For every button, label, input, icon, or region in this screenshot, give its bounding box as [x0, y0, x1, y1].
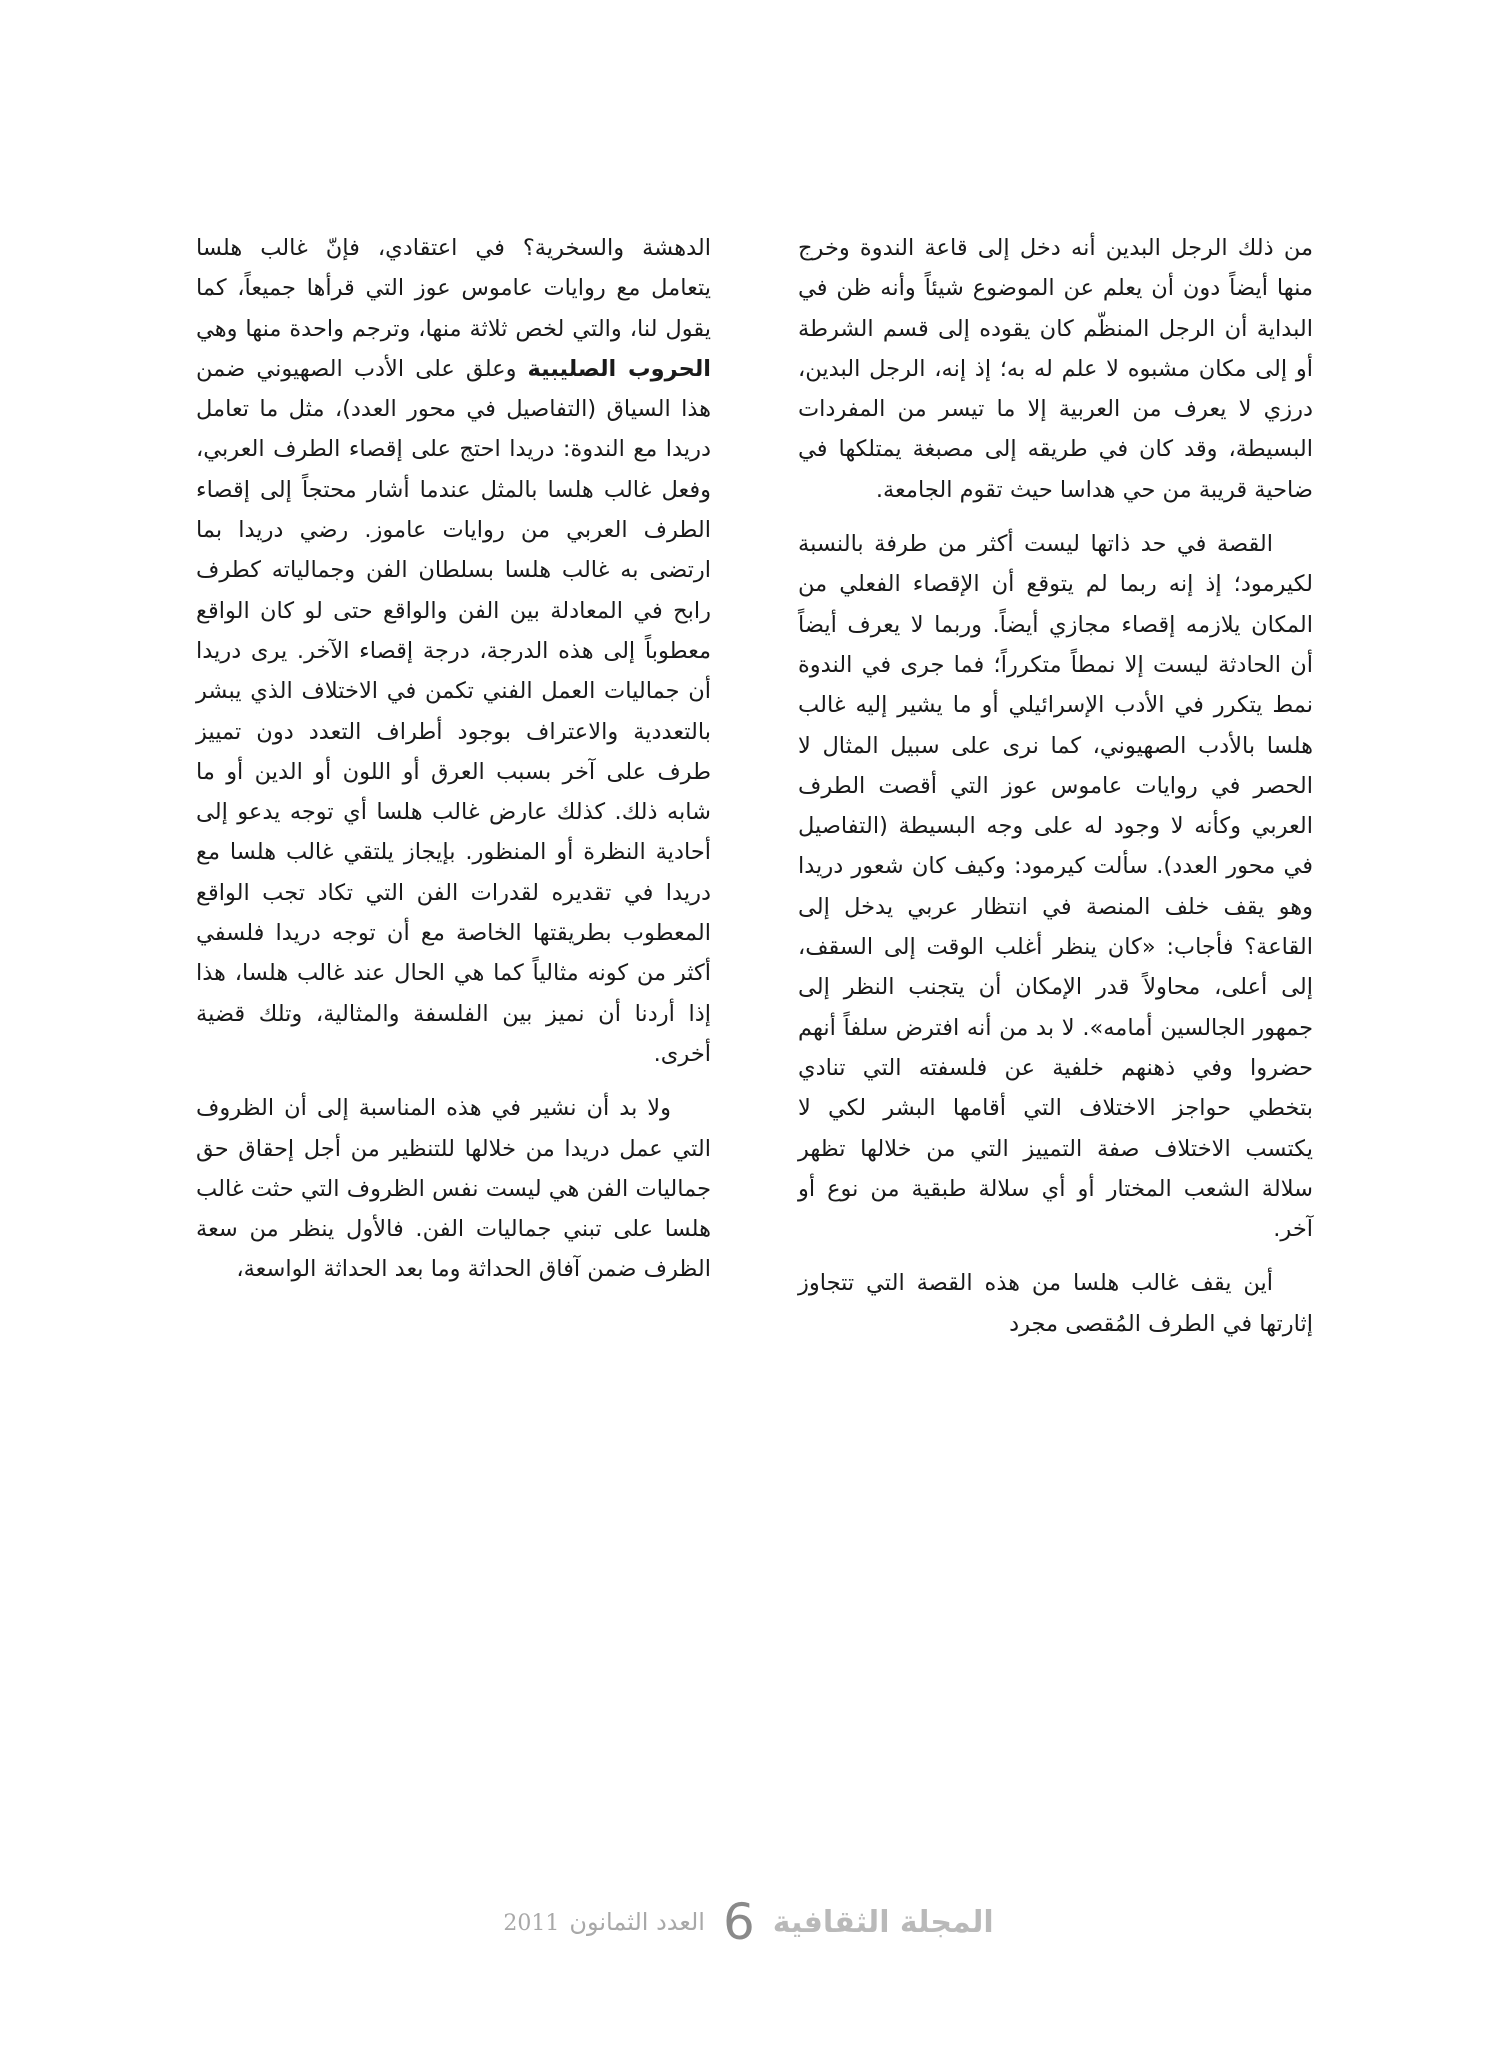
magazine-name: المجلة الثقافية [772, 1904, 994, 1940]
text-segment: الدهشة والسخرية؟ في اعتقادي، فإنّ غالب هلسا يتعامل مع روايات عاموس عوز التي قرأها جميعاً، كما يقول لنا، والتي لخص ثلاثة منها، وترجم واحدة منها وهي [196, 235, 711, 342]
issue-label: العدد الثمانون [569, 1908, 705, 1936]
paragraph: ولا بد أن نشير في هذه المناسبة إلى أن الظروف التي عمل دريدا من خلالها للتنظير من أجل إحقاق حق جماليات الفن هي ليست نفس الظروف التي حثت غالب هلسا على تبني جماليات الفن. فالأول ينظر من سعة الظرف ضمن آفاق الحداثة وما بعد الحداثة الواسعة، [196, 1095, 711, 1283]
text-segment: وعلق على الأدب الصهيوني ضمن هذا السياق (التفاصيل في محور العدد)، مثل ما تعامل دريدا مع الندوة: دريدا احتج على إقصاء الطرف العربي، وفعل غالب هلسا بالمثل عندما أشار محتجاً إلى إقصاء الطرف العربي من روايات عاموز. رضي دريدا بما ارتضى به غالب هلسا بسلطان الفن وجمالياته كطرف رابح في المعادلة بين الفن والواقع حتى لو كان الواقع معطوباً إلى هذه الدرجة، درجة إقصاء الآخر. يرى دريدا أن جماليات العمل الفني تكمن في الاختلاف الذي يبشر بالتعددية والاعتراف بوجود أطراف التعدد دون تمييز طرف على آخر بسبب العرق أو اللون أو الدين أو ما شابه ذلك. كذلك عارض غالب هلسا أي توجه يدعو إلى أحادية النظرة أو المنظور. بإيجاز يلتقي غالب هلسا مع دريدا في تقديره لقدرات الفن التي تكاد تجب الواقع المعطوب بطريقتها الخاصة مع أن توجه دريدا فلسفي أكثر من كونه مثالياً كما هي الحال عند غالب هلسا، هذا إذا أردنا أن نميز بين الفلسفة والمثالية، وتلك قضية أخرى. [196, 355, 711, 1067]
issue-info [503, 1908, 705, 1936]
book-title: الحروب الصليبية [527, 355, 711, 382]
paragraph: القصة في حد ذاتها ليست أكثر من طرفة بالنسبة لكيرمود؛ إذ إنه ربما لم يتوقع أن الإقصاء الفعلي من المكان يلازمه إقصاء مجازي أيضاً. وربما لا يعرف أيضاً أن الحادثة ليست إلا نمطاً متكرراً؛ فما جرى في الندوة نمط يتكرر في الأدب الإسرائيلي أو ما يشير إليه غالب هلسا بالأدب الصهيوني، كما نرى على سبيل المثال لا الحصر في روايات عاموس عوز التي أقصت الطرف العربي وكأنه لا وجود له على وجه البسيطة (التفاصيل في محور العدد). سألت كيرمود: وكيف كان شعور دريدا وهو يقف خلف المنصة في انتظار عربي يدخل إلى القاعة؟ فأجاب: «كان ينظر أغلب الوقت إلى السقف، إلى أعلى، محاولاً قدر الإمكان أن يتجنب النظر إلى جمهور الجالسين أمامه». لا بد من أنه افترض سلفاً أنهم حضروا وفي ذهنهم خلفية عن فلسفته التي تنادي بتخطي حواجز الاختلاف التي أقامها البشر لكي لا يكتسب الاختلاف صفة التمييز التي من خلالها تظهر سلالة الشعب المختار أو أي سلالة طبقية من نوع أو آخر. [798, 531, 1313, 1243]
page-footer [0, 1892, 1497, 1952]
issue-year: 2011 [503, 1911, 560, 1936]
paragraph: أين يقف غالب هلسا من هذه القصة التي تتجاوز إثارتها في الطرف المُقصى مجرد [798, 1270, 1313, 1337]
article-column-left [196, 228, 711, 1304]
article-column-right [798, 228, 1313, 1358]
page-number: 6 [722, 1893, 755, 1951]
paragraph [196, 228, 711, 1074]
paragraph: من ذلك الرجل البدين أنه دخل إلى قاعة الندوة وخرج منها أيضاً دون أن يعلم عن الموضوع شيئاً وأنه ظن في البداية أن الرجل المنظّم كان يقوده إلى قسم الشرطة أو إلى مكان مشبوه لا علم له به؛ إذ إنه، الرجل البدين، درزي لا يعرف من العربية إلا ما تيسر من المفردات البسيطة، وقد كان في طريقه إلى مصبغة يمتلكها في ضاحية قريبة من حي هداسا حيث تقوم الجامعة. [798, 235, 1313, 503]
